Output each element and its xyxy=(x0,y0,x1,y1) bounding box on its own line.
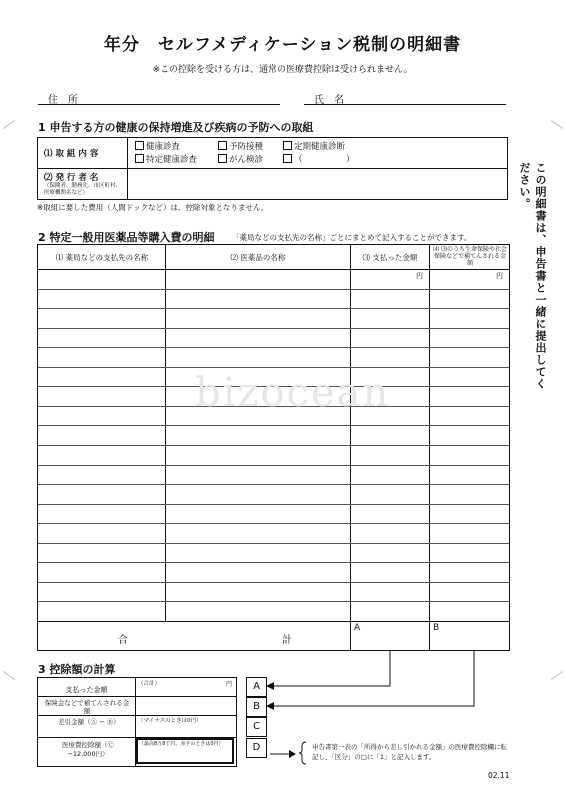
yen-unit: 円 xyxy=(416,272,423,280)
calc-label-reimbursed: 保険金などで補てんされる金額 xyxy=(44,699,130,715)
total-label-b: 計 xyxy=(282,635,292,646)
checkbox-vaccination[interactable]: 予防接種 xyxy=(218,140,263,152)
checkbox-other[interactable]: （ xyxy=(283,153,303,165)
section1-footnote: ※取組に要した費用（人間ドックなど）は、控除対象となりません。 xyxy=(37,203,269,212)
calc-note-total: （合計） xyxy=(138,681,161,687)
deduction-table xyxy=(37,677,237,767)
section1-heading: 1 申告する方の健康の保持増進及び疾病の予防への取組 xyxy=(38,121,314,134)
letter-box-d: D xyxy=(246,738,267,758)
calc-note-difference: （マイナスのときは0円） xyxy=(138,718,202,724)
letter-box-c: C xyxy=(246,717,267,737)
calc-label-difference: 差引金額（Ⓐ − Ⓑ） xyxy=(58,718,120,726)
total-label-a: 合 xyxy=(118,635,128,646)
checkbox-health-exam[interactable]: 健康診査 xyxy=(135,140,180,152)
other-close-paren: ） xyxy=(346,155,355,165)
checkbox-specific-exam[interactable]: 特定健康診査 xyxy=(135,153,197,165)
name-label: 氏 名 xyxy=(314,95,344,106)
section2-heading: 2 特定一般用医薬品等購入費の明細 xyxy=(38,231,215,244)
col-medicine-header: ⑵ 医薬品の名称 xyxy=(230,253,286,262)
total-box-b[interactable]: B xyxy=(433,623,440,633)
col-amount-header: ⑶ 支払った金額 xyxy=(362,253,418,262)
col-payee-header: ⑴ 薬局などの支払先の名称 xyxy=(55,253,149,262)
section3-heading: 3 控除額の計算 xyxy=(38,663,116,676)
form-code: 02.11 xyxy=(488,771,510,780)
letter-box-a: A xyxy=(246,677,267,697)
checkbox-regular-checkup[interactable]: 定期健康診断 xyxy=(283,140,345,152)
page-title: 年分 セルフメディケーション税制の明細書 xyxy=(103,35,462,55)
transfer-note: 申告書第一表の「所得から差し引かれる金額」の医療費控除欄に転記し、「区分」の□に「1」と記入します。 xyxy=(312,743,507,761)
watermark-logo: bizocean xyxy=(195,370,391,416)
calc-note-deduction: （最高8万8千円、赤字のときは0円） xyxy=(139,741,224,747)
issuer-sublabel: （保険者、勤務先、市区町村、医療機関名など） xyxy=(44,183,122,196)
notice-text: ※この控除を受ける方は、通常の医療費控除は受けられません。 xyxy=(152,65,413,75)
letter-box-b: B xyxy=(246,697,267,717)
col-reimbursed-header: ⑷ ⑶のうち生命保険や社会保険などで補てんされる金額 xyxy=(433,246,507,267)
approach-label: ⑴ 取 組 内 容 xyxy=(44,149,99,159)
side-note: この明細書は、申告書と一緒に提出してください。 xyxy=(518,162,547,390)
yen-unit: 円 xyxy=(496,272,503,280)
total-box-a[interactable]: A xyxy=(354,623,361,633)
calc-label-deduction: 医療費控除額（Ⓒ −12,000円） xyxy=(62,741,114,758)
calc-label-paid: 支払った金額 xyxy=(65,686,108,694)
address-label: 住 所 xyxy=(48,95,78,106)
issuer-label: ⑵ 発 行 者 名 xyxy=(44,173,99,183)
section2-note: 「薬局などの支払先の名称」ごとにまとめて記入することができます。 xyxy=(232,233,472,242)
checkbox-cancer-screening[interactable]: がん検診 xyxy=(218,153,263,165)
yen-unit: 円 xyxy=(226,681,233,688)
